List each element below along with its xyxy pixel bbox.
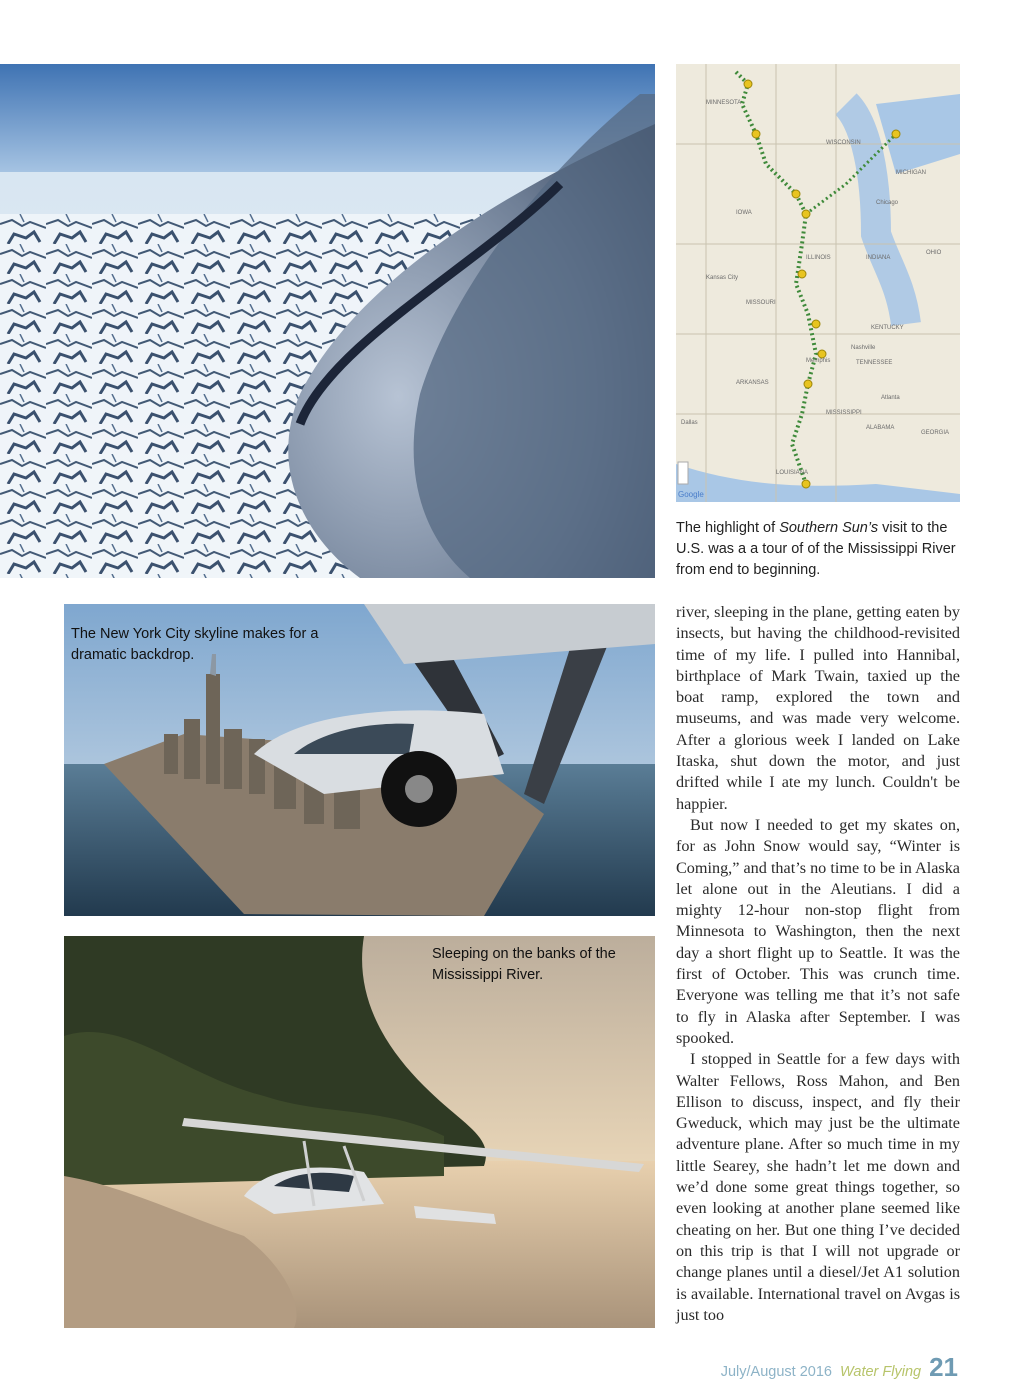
map-caption-text-end: visit to the U.S. was a a tour of of the Mississippi River from end to beginning. xyxy=(676,520,956,578)
map-label: MISSISSIPPI xyxy=(826,410,862,416)
airplane-wing-over-sea-ice-photo-icon xyxy=(0,64,655,578)
map-label: WISCONSIN xyxy=(826,140,861,146)
article-paragraph: I stopped in Seattle for a few days with Walter Fellows, Ross Mahon, and Ben Ellison to discuss, inspect, and fly their Gweduck, which may just be the ultimate adventure plane. After so much time in my little Searey, she hadn’t let me down and we’d done some great things together, so even looking at another plane seemed like cheating on her. But one thing I’ve decided on this trip is that I will not upgrade or change planes until a diesel/Jet A1 solution is available. International travel on Avgas is just too xyxy=(676,1050,960,1324)
river-caption: Sleeping on the banks of the Mississippi River. xyxy=(432,946,616,983)
map-label: Atlanta xyxy=(881,395,900,401)
map-label: ILLINOIS xyxy=(806,255,831,261)
map-caption-ship-name: Southern Sun’s xyxy=(779,520,879,536)
map-label: GEORGIA xyxy=(921,430,950,436)
article-paragraph: river, sleeping in the plane, getting eaten by insects, but having the childhood-revisited time of my life. I pulled into Hannibal, birthplace of Mark Twain, taxied up the boat ramp, explored the town and museums, and was made very welcome. After a glorious week I landed on Lake Itaska, shut down the motor, and just drifted while I ate my lunch. Couldn't be happier. xyxy=(676,603,960,813)
ice-wing-photo xyxy=(0,64,655,578)
map-label: MISSOURI xyxy=(746,300,776,306)
river-sunset-photo xyxy=(64,936,655,1328)
article-column xyxy=(676,602,960,1326)
map-caption xyxy=(676,518,976,581)
issue-date: July/August 2016 xyxy=(720,1364,832,1380)
map-caption-text: The highlight of xyxy=(676,520,780,536)
map-label: ARKANSAS xyxy=(736,380,769,386)
route-map xyxy=(676,64,960,502)
map-label: OHIO xyxy=(926,250,942,256)
map-label: MINNESOTA xyxy=(706,100,742,106)
map-label: Memphis xyxy=(806,358,831,364)
magazine-name: Water Flying xyxy=(839,1364,922,1380)
map-label: ALABAMA xyxy=(866,425,895,431)
nyc-caption: The New York City skyline makes for a dramatic backdrop. xyxy=(71,626,319,663)
map-label: Google xyxy=(678,490,704,499)
page-footer xyxy=(721,1352,958,1384)
map-label: INDIANA xyxy=(866,255,891,261)
map-label: KENTUCKY xyxy=(871,325,904,331)
map-label: Chicago xyxy=(876,200,899,206)
map-label: LOUISIANA xyxy=(776,470,809,476)
article-paragraph: But now I needed to get my skates on, for as John Snow would say, “Winter is Coming,” and that’s no time to be in Alaska let alone out in the Aleutians. I did a mighty 12-hour non-stop flight from Minnesota to Washington, then the next day a short flight up to Seattle. It was the first of October. This was crunch time. Everyone was telling me that it’s not safe to fly in Alaska after September. I was spooked. xyxy=(676,815,960,1047)
map-label: IOWA xyxy=(736,210,752,216)
map-label: Dallas xyxy=(681,420,698,426)
map-label: Kansas City xyxy=(706,275,739,281)
map-label: MICHIGAN xyxy=(896,170,926,176)
mississippi-route-map-icon xyxy=(676,64,960,502)
map-label: Nashville xyxy=(851,345,876,351)
map-label: TENNESSEE xyxy=(856,360,893,366)
seaplane-on-riverbank-sunset-photo-icon xyxy=(64,936,655,1328)
page-number: 21 xyxy=(929,1352,958,1382)
